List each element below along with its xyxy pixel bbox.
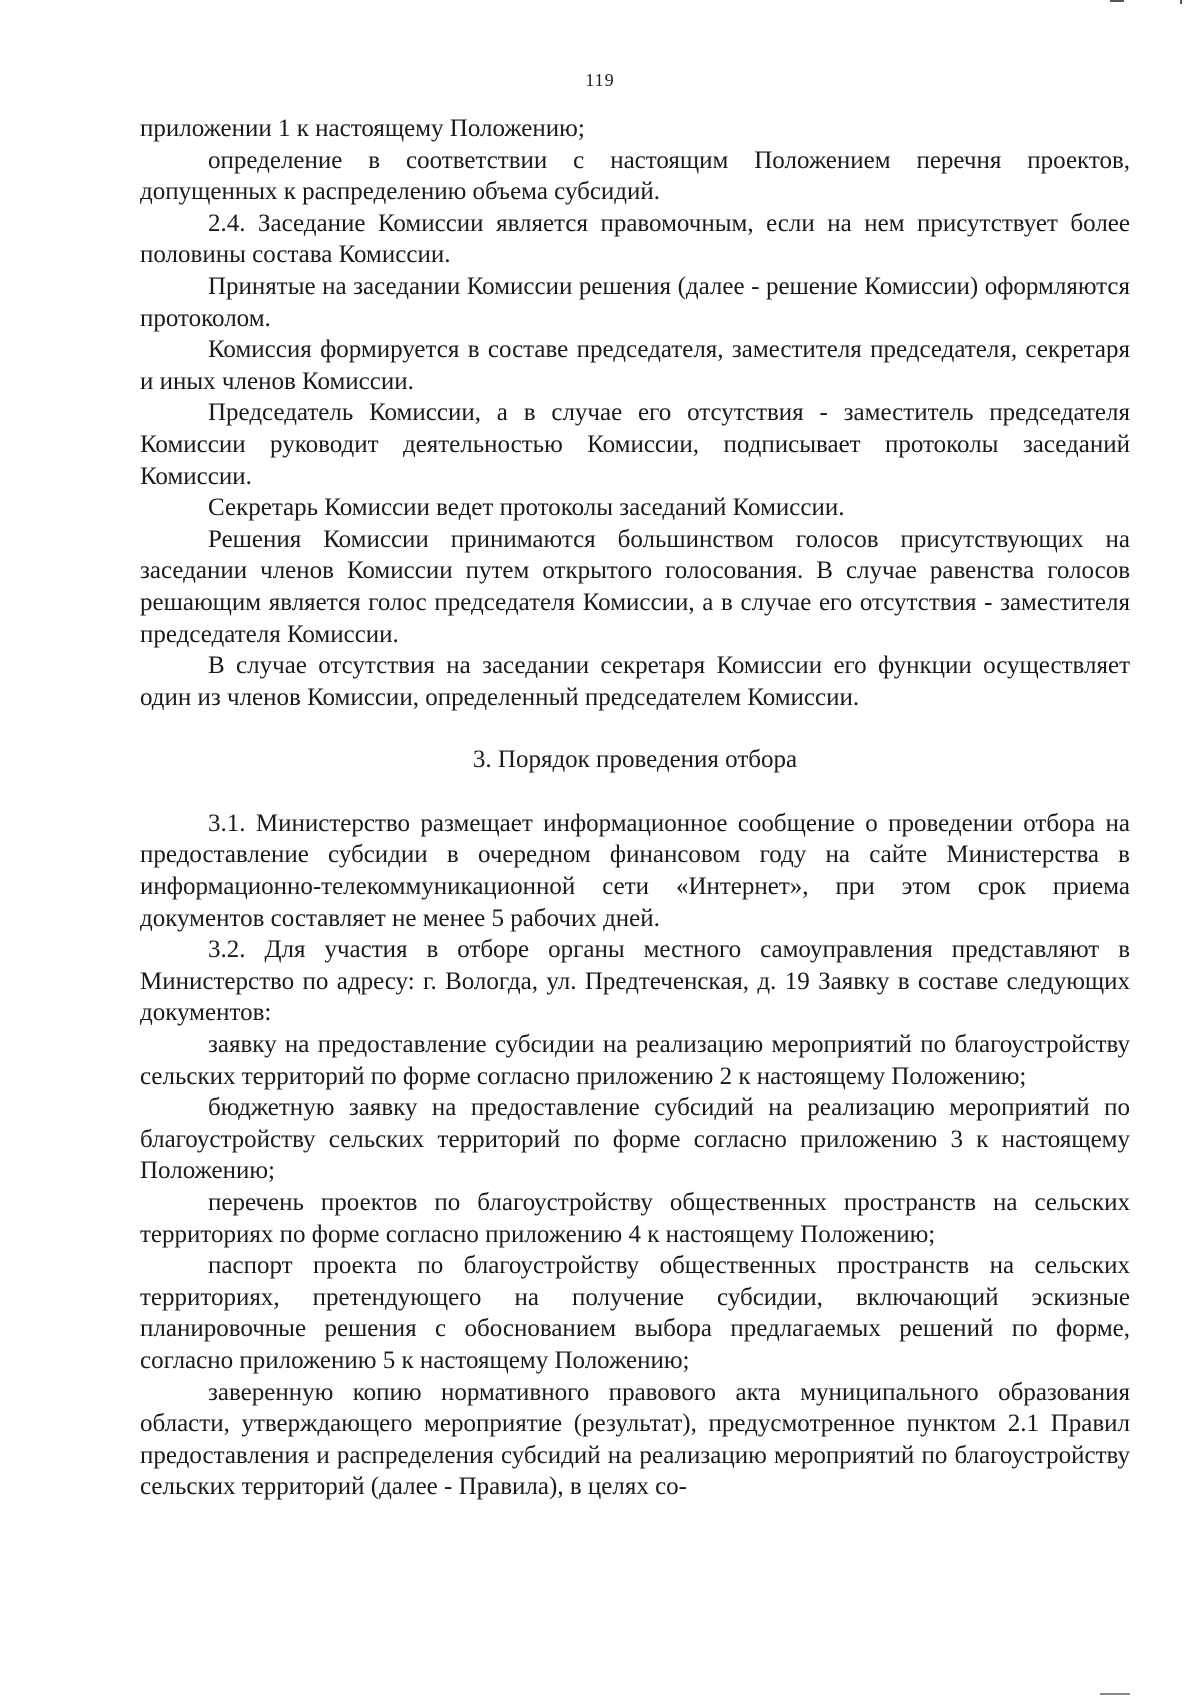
paragraph: заявку на предоставление субсидии на реализацию мероприятий по благоустройству сельских территорий по форме согласно приложению 2 к настоящему Положению; xyxy=(140,1031,1130,1090)
paragraph: перечень проектов по благоустройству общественных пространств на сельских территориях по форме согласно приложению 4 к настоящему Положению; xyxy=(140,1189,1130,1248)
paragraph: бюджетную заявку на предоставление субсидий на реализацию мероприятий по благоустройству сельских территорий по форме согласно приложению 3 к настоящему Положению; xyxy=(140,1094,1130,1185)
paragraph: 3.2. Для участия в отборе органы местного самоуправления представляют в Министерство по адресу: г. Вологда, ул. Предтеченская, д. 19 Заявку в составе следующих документов: xyxy=(140,936,1130,1027)
paragraph: Комиссия формируется в составе председателя, заместителя председателя, секретаря и иных членов Комиссии. xyxy=(140,336,1130,395)
page-number: 119 xyxy=(585,70,615,90)
section-heading: 3. Порядок проведения отбора xyxy=(472,746,798,774)
paragraph: Секретарь Комиссии ведет протоколы заседаний Комиссии. xyxy=(208,494,845,522)
scan-artifact-bottom-right xyxy=(1100,1693,1130,1695)
paragraph: Решения Комиссии принимаются большинством голосов присутствующих на заседании членов Комиссии путем открытого голосования. В случае равенства голосов решающим является голос председателя Комиссии, а в случае его отсутствия - заместителя председателя Комиссии. xyxy=(140,525,1130,648)
paragraph: 2.4. Заседание Комиссии является правомочным, если на нем присутствует более половины состава Комиссии. xyxy=(140,209,1130,269)
paragraph: паспорт проекта по благоустройству общественных пространств на сельских территориях, претендующего на получение субсидии, включающий эскизные планировочные решения с обоснованием выбора предлагаемых решений по форме, согласно приложению 5 к настоящему Положению; xyxy=(140,1252,1130,1374)
paragraph: Принятые на заседании Комиссии решения (далее - решение Комиссии) оформляются протоколом. xyxy=(140,272,1130,332)
paragraph: определение в соответствии с настоящим Положением перечня проектов, допущенных к распределению объема субсидий. xyxy=(140,146,1130,206)
paragraph: 3.1. Министерство размещает информационное сообщение о проведении отбора на предоставление субсидии в очередном финансовом году на сайте Министерства в информационно-телекоммуникационной сети «Интернет», при этом срок приема документов составляет не менее 5 рабочих дней. xyxy=(140,809,1130,932)
paragraph: приложении 1 к настоящему Положению; xyxy=(140,115,585,142)
paragraph: заверенную копию нормативного правового акта муниципального образования области, утверждающего мероприятие (результат), предусмотренное пунктом 2.1 Правил предоставления и распределения субсидий на реализацию мероприятий по благоустройству сельских территорий (далее - Правила), в целях со- xyxy=(140,1378,1130,1501)
scan-artifact-top-right-edge xyxy=(1180,0,1182,4)
paragraph: В случае отсутствия на заседании секретаря Комиссии его функции осуществляет один из членов Комиссии, определенный председателем Комиссии. xyxy=(140,652,1130,711)
scan-artifact-top-right xyxy=(1110,0,1124,2)
document-body xyxy=(140,113,1130,1503)
paragraph: Председатель Комиссии, а в случае его отсутствия - заместитель председателя Комиссии руководит деятельностью Комиссии, подписывает протоколы заседаний Комиссии. xyxy=(140,399,1130,490)
